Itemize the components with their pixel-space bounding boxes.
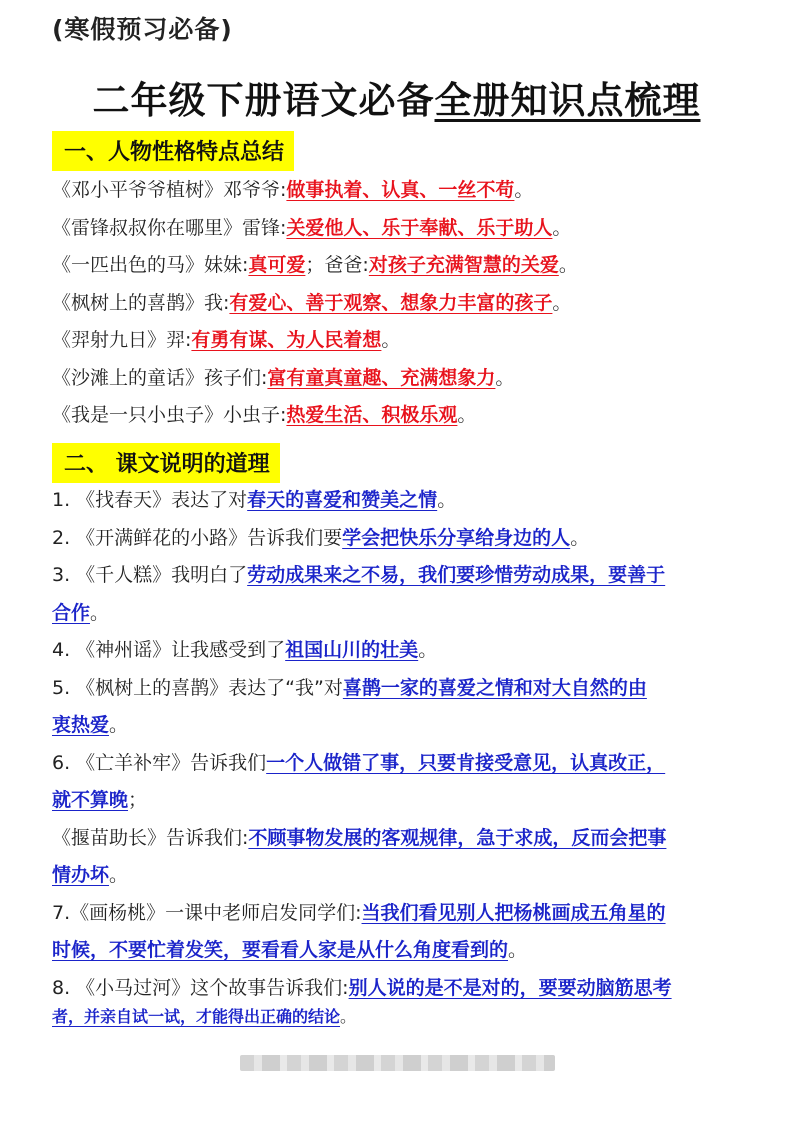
list-item: 2. 《开满鲜花的小路》告诉我们要学会把快乐分享给身边的人。 — [52, 526, 590, 549]
list-item-continued: 情办坏。 — [52, 864, 129, 886]
list-item: 《邓小平爷爷植树》邓爷爷:做事执着、认真、一丝不苟。 — [52, 179, 534, 201]
blurred-watermark — [240, 1055, 555, 1071]
list-item: 《羿射九日》羿:有勇有谋、为人民着想。 — [52, 329, 401, 351]
section-heading-lessons: 二、 课文说明的道理 — [52, 443, 280, 483]
list-item: 《枫树上的喜鹊》我:有爱心、善于观察、想象力丰富的孩子。 — [52, 291, 572, 314]
list-item-continued: 时候，不要忙着发笑，要看看人家是从什么角度看到的。 — [52, 939, 528, 961]
list-item: 3. 《千人糕》我明白了劳动成果来之不易，我们要珍惜劳动成果，要善于 — [52, 564, 666, 586]
list-item: 《揠苗助长》告诉我们:不顾事物发展的客观规律，急于求成，反而会把事 — [52, 826, 667, 849]
list-item-continued: 衷热爱。 — [52, 714, 129, 736]
list-item: 《一匹出色的马》妹妹:真可爱；爸爸:对孩子充满智慧的关爱。 — [52, 254, 578, 276]
character-list — [52, 172, 752, 435]
list-item: 8. 《小马过河》这个故事告诉我们:别人说的是不是对的，要要动脑筋思考 — [52, 976, 672, 999]
list-item: 7.《画杨桃》一课中老师启发同学们:当我们看见别人把杨桃画成五角星的 — [52, 901, 666, 924]
list-item: 4. 《神州谣》让我感受到了祖国山川的壮美。 — [52, 639, 438, 661]
cropped-line: 者，并亲自试一试，才能得出正确的结论。 — [52, 1007, 357, 1026]
list-item: 《沙滩上的童话》孩子们:富有童真童趣、充满想象力。 — [52, 366, 515, 389]
list-item-continued: 就不算晚； — [52, 789, 148, 811]
list-item: 5. 《枫树上的喜鹊》表达了“我”对喜鹊一家的喜爱之情和对大自然的由 — [52, 676, 647, 699]
list-item: 《雷锋叔叔你在哪里》雷锋:关爱他人、乐于奉献、乐于助人。 — [52, 216, 572, 239]
page-title: 二年级下册语文必备全册知识点梳理 — [92, 79, 701, 122]
list-item: 《我是一只小虫子》小虫子:热爱生活、积极乐观。 — [52, 404, 477, 426]
list-item-continued: 合作。 — [52, 601, 110, 624]
section-heading-characters: 一、人物性格特点总结 — [52, 131, 294, 171]
lesson-list — [52, 482, 752, 1007]
list-item: 1. 《找春天》表达了对春天的喜爱和赞美之情。 — [52, 489, 457, 511]
list-item: 6. 《亡羊补牢》告诉我们一个人做错了事，只要肯接受意见，认真改正， — [52, 751, 666, 774]
page-tag: (寒假预习必备) — [52, 15, 233, 44]
